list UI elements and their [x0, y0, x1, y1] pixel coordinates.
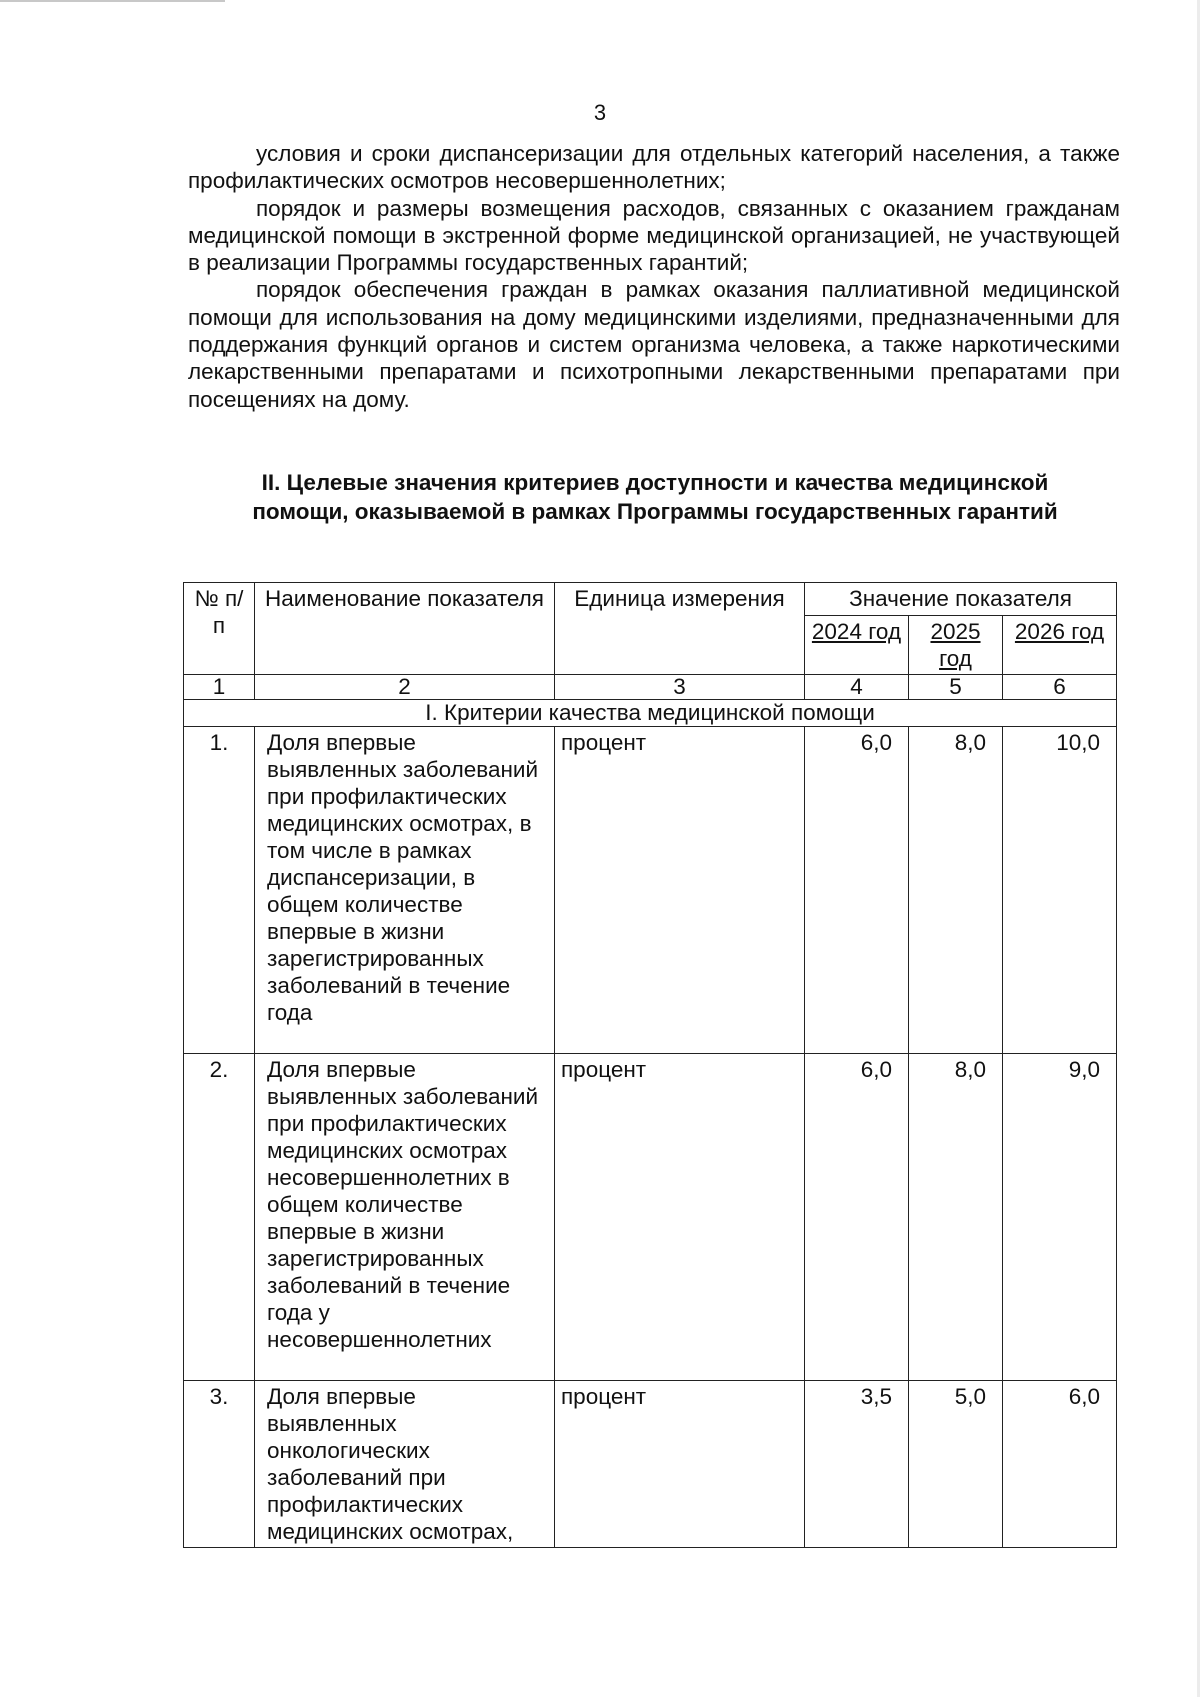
row-unit: процент [555, 1381, 805, 1548]
header-name: Наименование показателя [255, 583, 555, 675]
header-num: № п/п [184, 583, 255, 675]
row-value-2026: 6,0 [1003, 1381, 1117, 1548]
page-number: 3 [593, 100, 607, 125]
row-value-2025: 5,0 [909, 1381, 1003, 1548]
table-row [184, 727, 1117, 1054]
header-year-2026-label: 2026 год [1014, 619, 1105, 644]
row-value-2024: 6,0 [805, 1054, 909, 1381]
section-title: II. Целевые значения критериев доступности и качества медицинской помощи, оказываемой в рамках Программы государственных гарантий [252, 470, 1058, 524]
table-header-row [184, 583, 1117, 616]
header-unit: Единица измерения [555, 583, 805, 675]
section-heading-row [184, 700, 1117, 727]
row-value-2024: 6,0 [805, 727, 909, 1054]
column-index: 1 [184, 675, 255, 700]
header-year-2024-label: 2024 год [811, 619, 902, 644]
column-index: 3 [555, 675, 805, 700]
header-year-2025-label: 2025 год [930, 619, 981, 671]
table-section-heading: I. Критерии качества медицинской помощи [184, 700, 1117, 727]
header-year-2024 [805, 616, 909, 675]
row-value-2026: 10,0 [1003, 727, 1117, 1054]
row-name: Доля впервые выявленных заболеваний при профилактических медицинских осмотрах несовершеннолетних в общем количестве впервые в жизни зарегистрированных заболеваний в течение года у несовершеннолетних [255, 1054, 555, 1381]
header-year-2025 [909, 616, 1003, 675]
row-value-2026: 9,0 [1003, 1054, 1117, 1381]
scan-edge-line [0, 0, 225, 2]
row-unit: процент [555, 727, 805, 1054]
column-index: 6 [1003, 675, 1117, 700]
column-index: 2 [255, 675, 555, 700]
body-text [188, 140, 1120, 413]
row-value-2025: 8,0 [909, 727, 1003, 1054]
header-value-group: Значение показателя [805, 583, 1117, 616]
row-value-2024: 3,5 [805, 1381, 909, 1548]
column-index: 4 [805, 675, 909, 700]
header-year-2026 [1003, 616, 1117, 675]
row-name: Доля впервые выявленных онкологических заболеваний при профилактических медицинских осмотрах, [255, 1381, 555, 1548]
row-num: 2. [184, 1054, 255, 1381]
table-row [184, 1054, 1117, 1381]
row-value-2025: 8,0 [909, 1054, 1003, 1381]
column-index-row [184, 675, 1117, 700]
paragraph-3: порядок обеспечения граждан в рамках оказания паллиативной медицинской помощи для использования на дому медицинскими изделиями, предназначенными для поддержания функций органов и систем организма человека, а также наркотическими лекарственными препаратами и психотропными лекарственными препаратами при посещениях на дому. [188, 277, 1120, 412]
column-index: 5 [909, 675, 1003, 700]
paragraph-2: порядок и размеры возмещения расходов, связанных с оказанием гражданам медицинской помощи в экстренной форме медицинской организацией, не участвующей в реализации Программы государственных гарантий; [188, 195, 1120, 276]
paragraph-1: условия и сроки диспансеризации для отдельных категорий населения, а также профилактических осмотров несовершеннолетних; [188, 141, 1120, 194]
row-num: 1. [184, 727, 255, 1054]
row-unit: процент [555, 1054, 805, 1381]
table-row [184, 1381, 1117, 1548]
criteria-table [183, 582, 1117, 1548]
row-num: 3. [184, 1381, 255, 1548]
row-name: Доля впервые выявленных заболеваний при профилактических медицинских осмотрах, в том числе в рамках диспансеризации, в общем количестве впервые в жизни зарегистрированных заболеваний в течение года [255, 727, 555, 1054]
